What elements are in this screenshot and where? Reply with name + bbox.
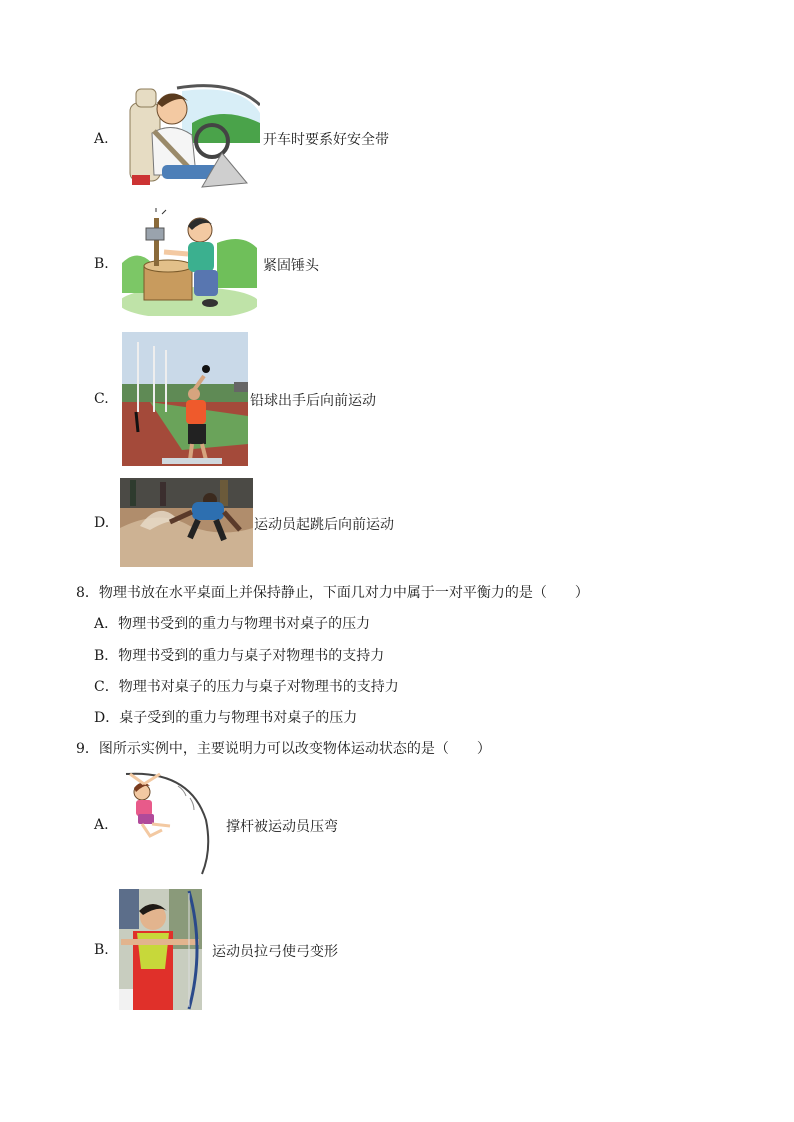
option-caption-c: 铅球出手后向前运动 (250, 393, 376, 409)
q9-option-letter-b: B. (94, 942, 109, 958)
option-letter-b: B. (94, 256, 109, 272)
shot-put-photo (122, 332, 248, 466)
pole-vault-illustration (120, 770, 220, 875)
option-caption-d: 运动员起跳后向前运动 (254, 517, 394, 533)
question-8-option-b: B．物理书受到的重力与桌子对物理书的支持力 (94, 648, 385, 664)
q9-option-letter-a: A. (94, 817, 109, 833)
hammer-tightening-illustration (122, 208, 257, 316)
question-8-option-c: C．物理书对桌子的压力与桌子对物理书的支持力 (94, 679, 399, 695)
option-letter-c: C. (94, 391, 109, 407)
question-8-option-a: A．物理书受到的重力与物理书对桌子的压力 (94, 616, 371, 632)
driver-seatbelt-illustration (122, 83, 260, 193)
option-letter-a: A. (94, 131, 109, 147)
option-letter-d: D. (94, 515, 110, 531)
option-caption-a: 开车时要系好安全带 (263, 132, 389, 148)
question-9-stem: 9．图所示实例中，主要说明力可以改变物体运动状态的是（ ） (76, 741, 491, 757)
question-8-stem: 8．物理书放在水平桌面上并保持静止，下面几对力中属于一对平衡力的是（ ） (76, 585, 589, 601)
long-jump-photo (120, 478, 253, 567)
question-8-option-d: D．桌子受到的重力与物理书对桌子的压力 (94, 710, 358, 726)
option-caption-b: 紧固锤头 (263, 258, 319, 274)
q9-option-caption-b: 运动员拉弓使弓变形 (212, 944, 338, 960)
q9-option-caption-a: 撑杆被运动员压弯 (226, 819, 338, 835)
archer-photo (119, 889, 202, 1010)
